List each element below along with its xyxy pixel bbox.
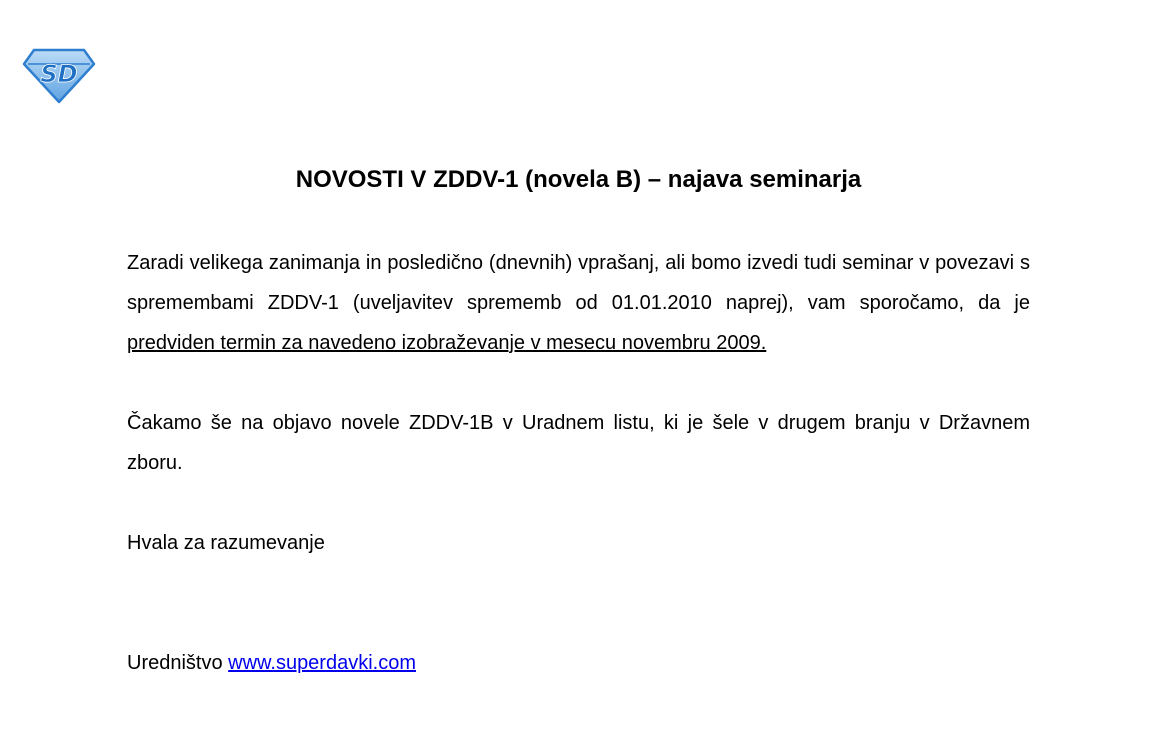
- paragraph-announcement: [127, 243, 1030, 363]
- paragraph-waiting: Čakamo še na objavo novele ZDDV-1B v Uradnem listu, ki je šele v drugem branju v Državnem zboru.: [127, 412, 1030, 474]
- logo-text: SD: [40, 60, 78, 88]
- announcement-text: Zaradi velikega zanimanja in posledično (dnevnih) vprašanj, ali bomo izvedi tudi seminar v povezavi s spremembami ZDDV-1 (uveljavitev sprememb od 01.01.2010 naprej), vam sporočamo, da je: [127, 252, 1030, 314]
- document-title: NOVOSTI V ZDDV-1 (novela B) – najava seminarja: [295, 166, 862, 193]
- announcement-underlined-term: predviden termin za navedeno izobraževanje v mesecu novembru 2009.: [127, 332, 767, 354]
- paragraph-thanks: Hvala za razumevanje: [127, 532, 325, 554]
- spacer: [127, 563, 1030, 643]
- signature-label: Uredništvo: [127, 652, 229, 674]
- superdavki-website-link[interactable]: www.superdavki.com: [228, 652, 416, 674]
- signature: [127, 643, 1030, 683]
- spacer: [127, 363, 1030, 403]
- superdavki-logo-icon: [22, 48, 96, 104]
- spacer: [127, 483, 1030, 523]
- document-body: [127, 243, 1030, 683]
